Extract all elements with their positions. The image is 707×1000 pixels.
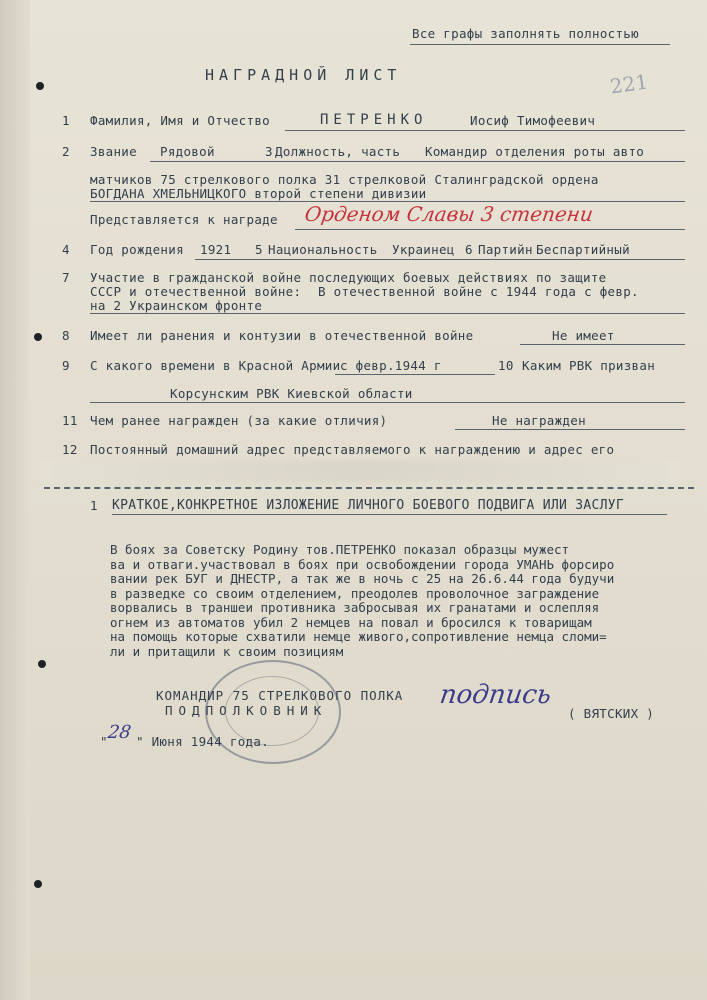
draft-office-label: Каким РВК призван [522,358,656,373]
item-number: 1 [62,113,70,128]
army-since-label: С какого времени в Красной Армии [90,358,341,373]
item-number: 3 [265,144,273,159]
army-since-value: с февр.1944 г [340,358,442,373]
surname-value: ПЕТРЕНКО [320,112,428,128]
rank-value: Рядовой [160,144,215,159]
combat-participation-label: Участие в гражданской войне последующих боевых действиях по защите [90,270,607,285]
narrative-text [110,543,690,659]
birth-year-label: Год рождения [90,242,184,257]
commander-signature: подпись [437,680,554,710]
narrative-line: ва и отваги.участвовал в боях при освобождении города УМАНЬ форсиро [110,556,615,572]
wounds-value: Не имеет [552,328,615,343]
narrative-line: ли и притащили к своим позициям [110,643,344,659]
position-continued: БОГДАНА ХМЕЛЬНИЦКОГО второй степени дивизии [90,186,427,201]
narrative-line: на помощь которые схватили немце живого,сопротивление немца сломи= [110,629,607,644]
punch-hole [34,880,42,888]
date-day: 28 [106,722,133,743]
home-address-label: Постоянный домашний адрес представляемого к награждению и адрес его [90,442,615,457]
draft-office-value: Корсунским РВК Киевской области [170,386,413,401]
combat-participation-value: на 2 Украинском фронте [90,298,263,313]
item-number: 4 [62,242,70,257]
combat-participation-value: В отечественной войне с 1944 года с февр. [318,284,639,299]
prior-awards-value: Не награжден [492,413,586,428]
item-number: 12 [62,442,78,457]
archive-number: 221 [608,69,650,99]
commander-title: КОМАНДИР 75 СТРЕЛКОВОГО ПОЛКА [156,688,404,703]
firstname-value: Иосиф Тимофеевич [470,113,596,128]
narrative-line: ворвались в траншеи противника забросывая их гранатами и ослепляя [110,600,600,615]
header-note: Все графы заполнять полностью [412,26,639,41]
commander-name: ( ВЯТСКИХ ) [568,706,655,721]
rank-label: Звание [90,144,137,159]
narrative-line: вании рек БУГ и ДНЕСТР, а так же в ночь с 25 на 26.6.44 года будучи [110,571,615,586]
position-continued: матчиков 75 стрелкового полка 31 стрелковой Сталинградской ордена [90,172,599,187]
punch-hole [34,333,42,341]
item-number: 9 [62,358,70,373]
narrative-line: в разведке со своим отделением, преодолев проволочное заграждение [110,585,600,601]
item-number: 11 [62,413,78,428]
nationality-value: Украинец [392,242,455,257]
punch-hole [36,82,44,90]
position-value: Командир отделения роты авто [425,144,645,159]
item-number: 7 [62,270,70,285]
name-label: Фамилия, Имя и Отчество [90,113,270,128]
prior-awards-label: Чем ранее награжден (за какие отличия) [90,413,388,428]
wounds-label: Имеет ли ранения и контузии в отечественной войне [90,328,474,343]
page-title: НАГРАДНОЙ ЛИСТ [205,66,402,84]
date-text: " Июня 1944 года. [136,734,270,749]
section-number: 1 [90,498,98,513]
date-quote: " [100,734,108,749]
commander-rank: ПОДПОЛКОВНИК [165,703,328,718]
birth-year-value: 1921 [200,242,232,257]
narrative-line: огнем из автоматов убил 2 немцев на повал и бросился к товарищам [110,614,592,630]
item-number: 2 [62,144,70,159]
narrative-line: В боях за Советску Родину тов.ПЕТРЕНКО показал образцы мужест [110,542,570,557]
item-number: 8 [62,328,70,343]
item-number: 10 [498,358,514,373]
item-number: 5 [255,242,263,257]
party-label: Партийн [478,242,533,257]
section-divider [44,487,694,489]
position-label: Должность, часть [275,144,401,159]
redacted-area [40,460,680,482]
award-label: Представляется к награде [90,212,278,227]
scan-edge [0,0,30,1000]
section-title: КРАТКОЕ,КОНКРЕТНОЕ ИЗЛОЖЕНИЕ ЛИЧНОГО БОЕВОГО ПОДВИГА ИЛИ ЗАСЛУГ [112,498,624,513]
party-value: Беспартийный [536,242,630,257]
award-handwritten: Орденом Славы 3 степени [303,202,595,226]
nationality-label: Национальность [268,242,378,257]
punch-hole [38,660,46,668]
item-number: 6 [465,242,473,257]
combat-participation-label: СССР и отечественной войне: [90,284,302,299]
